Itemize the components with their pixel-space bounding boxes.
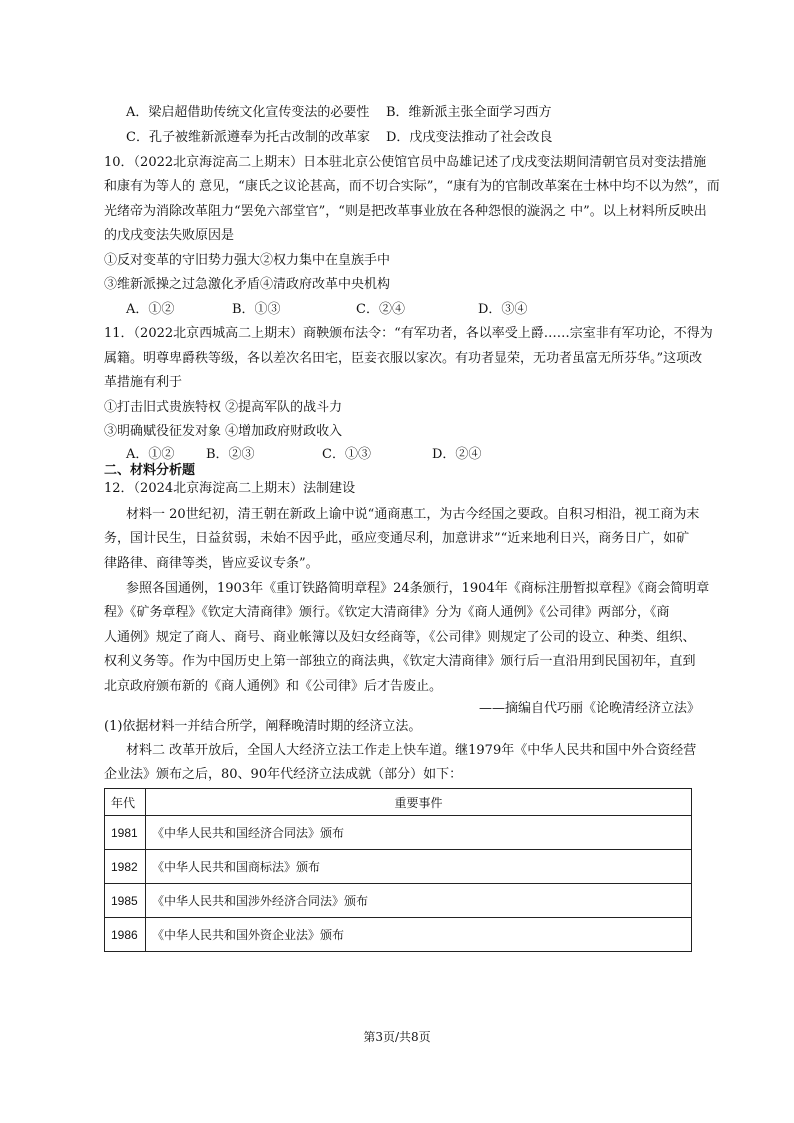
- q10-option-c: C．②④: [356, 302, 405, 317]
- table-row: [105, 918, 692, 952]
- q12-material1-line: 材料一 20世纪初，清王朝在新政上谕中说“通商惠工，为古今经国之要政。自积习相沿，视工商为末: [126, 507, 700, 522]
- q9-option-b: B．维新派主张全面学习西方: [386, 105, 552, 120]
- table-row: [105, 884, 692, 918]
- table-row: [105, 850, 692, 884]
- table-cell-year: 1981: [105, 816, 146, 850]
- q11-line: 属籍。明尊卑爵秩等级，各以差次名田宅，臣妾衣服以家次。有功者显荣，无功者虽富无所芬华。”这项改: [104, 351, 703, 366]
- q12-material1b-line: 程》《矿务章程》《钦定大清商律》颁行。《钦定大清商律》分为《商人通例》《公司律》两部分，《商: [104, 605, 670, 620]
- q9-option-a: A．梁启超借助传统文化宣传变法的必要性: [126, 105, 370, 120]
- q11-option-c: C．①③: [322, 447, 371, 462]
- q12-material1b-line: 北京政府颁布新的《商人通例》和《公司律》后才告废止。: [104, 679, 443, 694]
- q12-question-1: (1)依据材料一并结合所学，阐释晚清时期的经济立法。: [104, 719, 422, 734]
- table-cell-year: 1985: [105, 884, 146, 918]
- table-cell-year: 1982: [105, 850, 146, 884]
- q10-choice: ①反对变革的守旧势力强大②权力集中在皇族手中: [104, 253, 391, 268]
- q12-material2-line: 企业法》颁布之后，80、90年代经济立法成就（部分）如下：: [104, 767, 463, 782]
- q10-line: 10．（2022北京海淀高二上期末）日本驻北京公使馆官员中岛雄记述了戊戌变法期间清朝官员对变法措施: [104, 155, 707, 170]
- q12-material1b-line: 权利义务等。作为中国历史上第一部独立的商法典，《钦定大清商律》颁行后一直沿用到民国初年，直到: [104, 654, 696, 669]
- table-row: [105, 816, 692, 850]
- q10-line: 的戊戌变法失败原因是: [104, 228, 235, 243]
- q12-material2-line: 材料二 改革开放后，全国人大经济立法工作走上快车道。继1979年《中华人民共和国中外合资经营: [126, 743, 697, 758]
- q12-material1b-line: 参照各国通例，1903年《重订铁路简明章程》24条颁行，1904年《商标注册暂拟章程》《商会简明章: [126, 581, 710, 596]
- table-header-year: 年代: [105, 789, 146, 816]
- table-cell-event: 《中华人民共和国经济合同法》颁布: [146, 816, 692, 850]
- q12-source-citation: ——摘编自代巧丽《论晚清经济立法》: [478, 701, 700, 716]
- q10-option-d: D．③④: [478, 302, 528, 317]
- q12-material1b-line: 人通例》规定了商人、商号、商业帐簿以及妇女经商等，《公司律》则规定了公司的设立、种类、组织、: [104, 630, 696, 645]
- q12-material1-line: 务，国计民生，日益贫弱，未始不因乎此，亟应变通尽利，加意讲求”“近来地利日兴，商务日广，如矿: [104, 531, 690, 546]
- page-footer: 第3页/共8页: [363, 1030, 431, 1044]
- q11-line: 11．（2022北京西城高二上期末）商鞅颁布法令：“有军功者，各以率受上爵……宗室非有军功论，不得为: [104, 326, 713, 341]
- table-header-event: 重要事件: [146, 789, 692, 816]
- section-title: 二、材料分析题: [104, 463, 196, 478]
- q10-option-a: A．①②: [126, 302, 175, 317]
- q12-material1-line: 律路律、商律等类，皆应妥议专条”。: [104, 556, 319, 571]
- q11-option-a: A．①②: [126, 447, 175, 462]
- legislation-table: [104, 788, 692, 952]
- q11-option-d: D．②④: [432, 447, 482, 462]
- q11-option-b: B．②③: [206, 447, 255, 462]
- q12-header: 12．（2024北京海淀高二上期末）法制建设: [104, 481, 356, 496]
- q9-option-d: D．戊戌变法推动了社会改良: [386, 130, 553, 145]
- q10-line: 光绪帝为消除改革阻力“罢免六部堂官”，“则是把改革事业放在各种怨恨的漩涡之 中”。以上材料所反映出: [104, 204, 707, 219]
- q11-choice: ①打击旧式贵族特权 ②提高军队的战斗力: [104, 400, 343, 415]
- table-cell-event: 《中华人民共和国涉外经济合同法》颁布: [146, 884, 692, 918]
- table-header-row: [105, 789, 692, 816]
- table-cell-year: 1986: [105, 918, 146, 952]
- table-cell-event: 《中华人民共和国商标法》颁布: [146, 850, 692, 884]
- q10-option-b: B．①③: [232, 302, 281, 317]
- q11-line: 革措施有利于: [104, 375, 183, 390]
- q11-choice: ③明确赋役征发对象 ④增加政府财政收入: [104, 424, 343, 439]
- q10-line: 和康有为等人的 意见，“康氏之议论甚高，而不切合实际”，“康有为的官制改革案在士林中均不以为然”，而: [104, 179, 720, 194]
- q9-option-c: C．孔子被维新派遵奉为托古改制的改革家: [126, 130, 370, 145]
- table-cell-event: 《中华人民共和国外资企业法》颁布: [146, 918, 692, 952]
- q10-choice: ③维新派操之过急激化矛盾④清政府改革中央机构: [104, 277, 391, 292]
